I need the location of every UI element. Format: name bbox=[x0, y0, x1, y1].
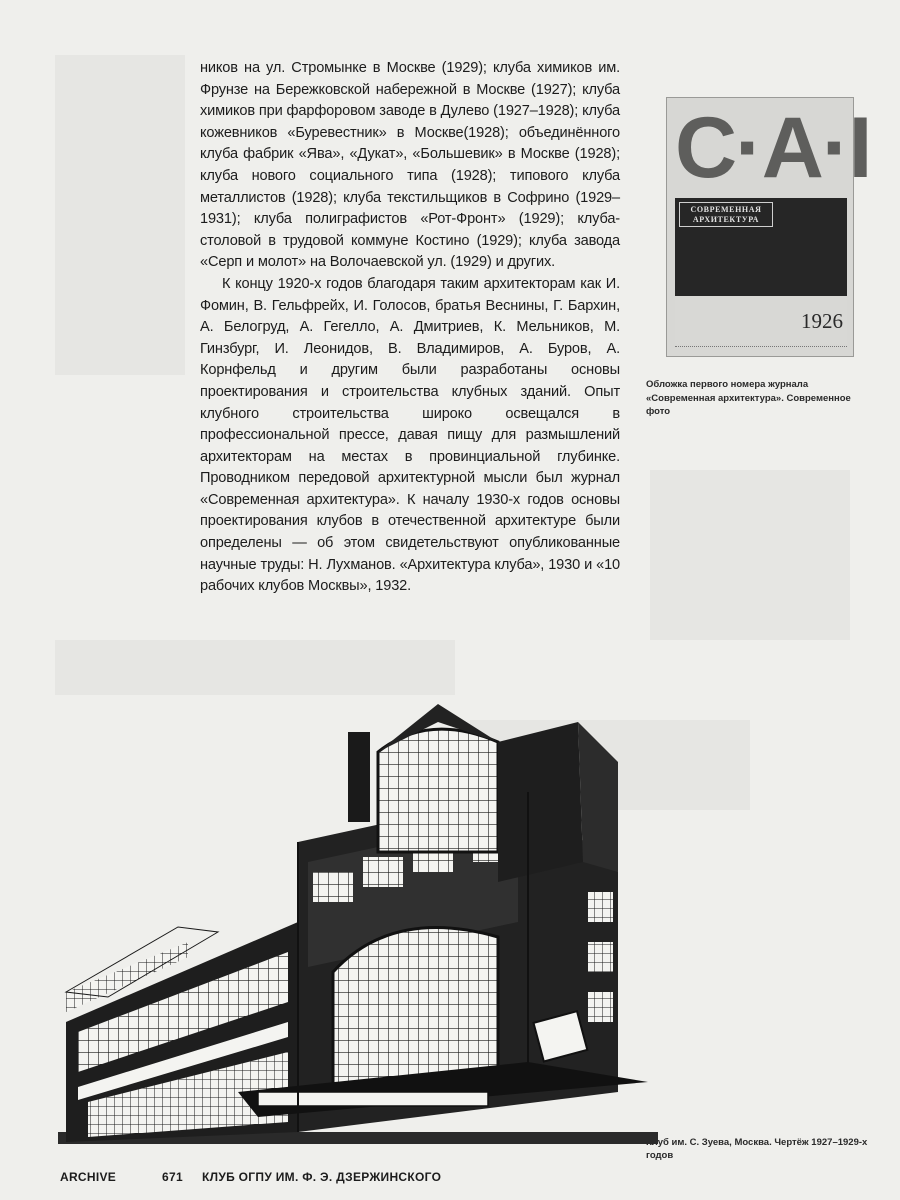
footer-section: ARCHIVE bbox=[60, 1170, 117, 1184]
cover-fine-print bbox=[675, 346, 847, 350]
footer-title: КЛУБ ОГПУ ИМ. Ф. Э. ДЗЕРЖИНСКОГО bbox=[202, 1170, 442, 1184]
cover-masthead bbox=[679, 202, 773, 227]
article-paragraph: К концу 1920-х годов благодаря таким архитекторам как И. Фомин, В. Гельфрейх, И. Голосов, братья Веснины, Г. Бархин, А. Белогруд, А. Гегелло, А. Дмитриев, К. Мельников, М. Гинзбург, И. Леонидов, В. Владимиров, А. Буров, А. Корнфельд и другим были разработаны основы проектирования и строительства клубных зданий. Опыт клубного строительства широко освещался в профессиональной прессе, давая пищу для размышлений архитекторам на местах в провинциальной глубинке. Проводником передовой архитектурной мысли был журнал «Современная архитектура». К началу 1930-х годов основы проектирования клубов в отечественной архитектуре были определены — об этом свидетельствуют опубликованные научные труды: Н. Лухманов. «Архитектура клуба», 1930 и «10 рабочих клубов Москвы», 1932. bbox=[200, 275, 620, 595]
show-through-block bbox=[650, 470, 850, 640]
show-through-block bbox=[55, 55, 185, 375]
cover-masthead-line: СОВРЕМЕННАЯ bbox=[690, 205, 762, 214]
magazine-cover-image bbox=[666, 97, 871, 357]
cover-masthead-line: АРХИТЕКТУРА bbox=[692, 214, 760, 224]
cover-caption: Обложка первого номера журнала «Современная архитектура». Современное фото bbox=[646, 379, 851, 417]
article-body bbox=[200, 58, 620, 598]
club-building-drawing bbox=[58, 692, 658, 1152]
footer-page-number: 671 bbox=[162, 1170, 183, 1184]
drawing-caption: Клуб им. С. Зуева, Москва. Чертёж 1927–1929-х годов bbox=[646, 1137, 868, 1161]
show-through-block bbox=[55, 640, 455, 695]
cover-year: 1926 bbox=[801, 309, 843, 333]
cover-logo: С·А·І bbox=[675, 100, 871, 196]
article-paragraph: ников на ул. Стромынке в Москве (1929); клуба химиков им. Фрунзе на Бережковской набережной в Москве (1927); клуба химиков при фарфоровом заводе в Дулево (1927–1928); клуба кожевников «Буревестник» в Москве(1928); объединённого клуба фабрик «Ява», «Дукат», «Большевик» в Москве (1928); клуба нового социального типа (1928); типового клуба металлистов (1928); клуба текстильщиков в Софрино (1929–1931); клуба полиграфистов «Рот-Фронт» (1929); клуба-столовой в трудовой коммуне Костино (1929); клуба завода «Серп и молот» на Волочаевской ул. (1929) и других. bbox=[200, 60, 620, 271]
page-footer bbox=[0, 1170, 900, 1190]
